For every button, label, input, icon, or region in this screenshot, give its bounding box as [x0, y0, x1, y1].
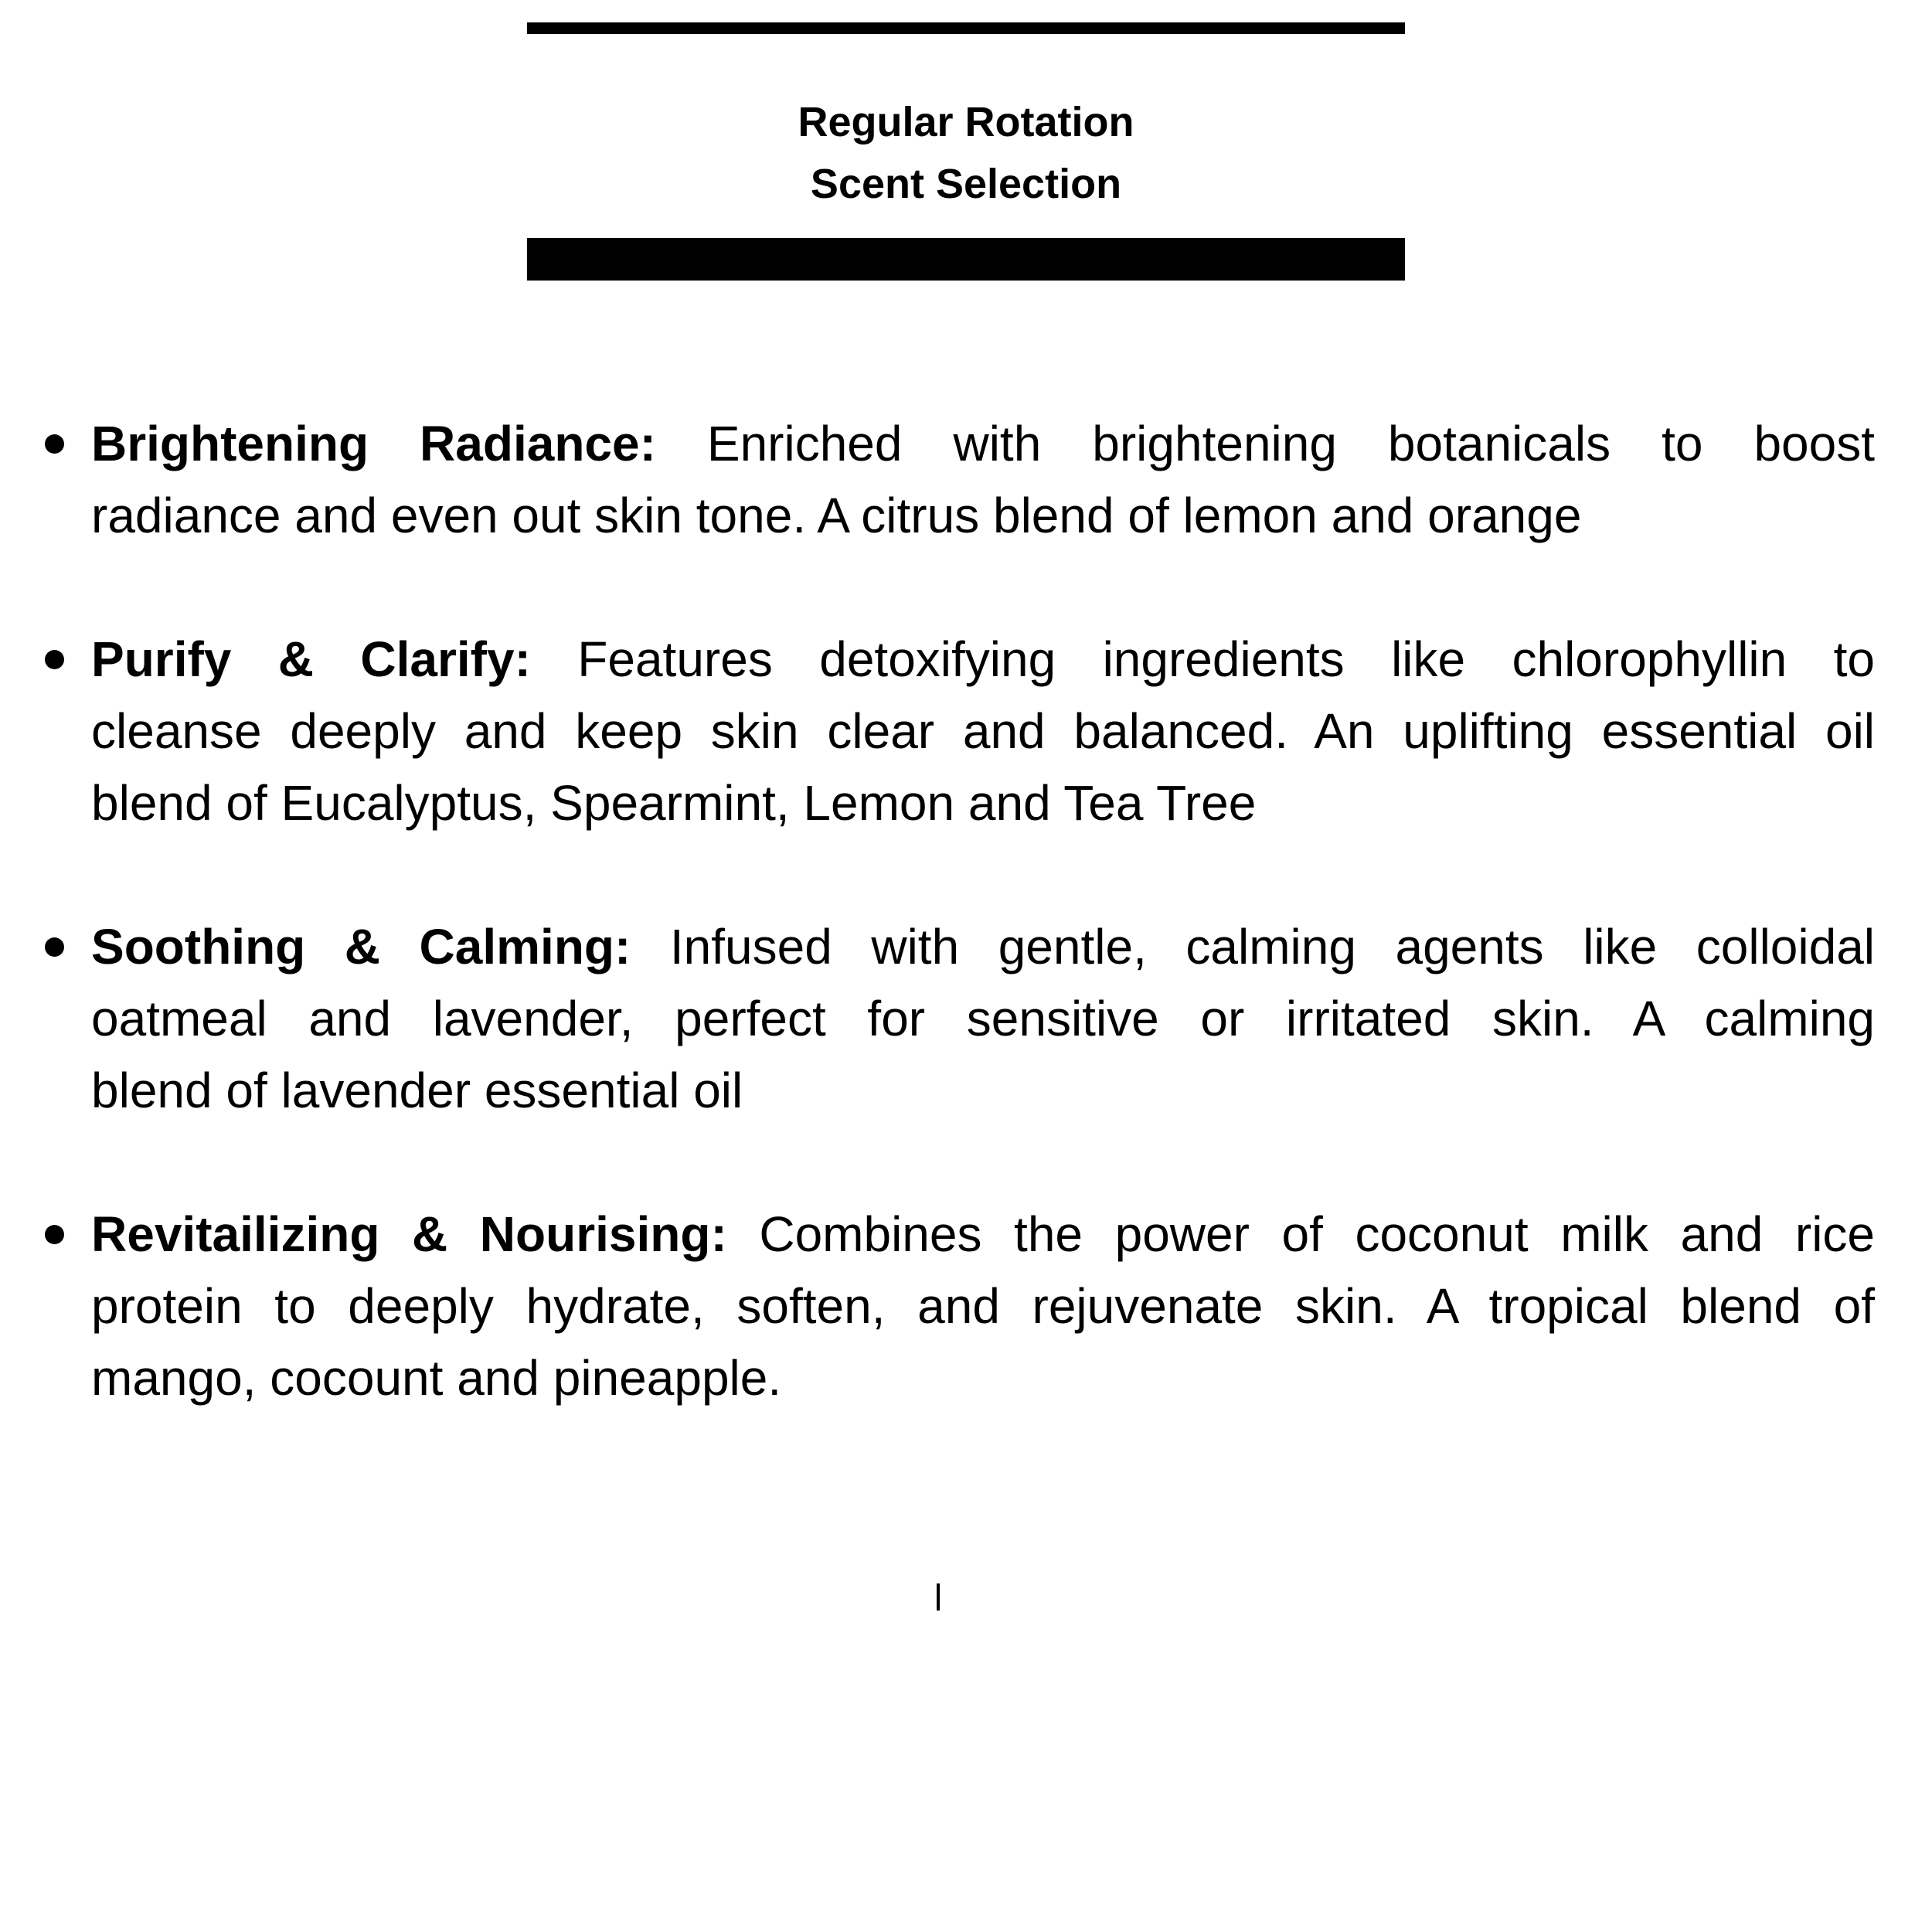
- scent-list: [0, 408, 1932, 1486]
- item-description: Features detoxifying ingredients like chlorophyllin to: [530, 631, 1875, 687]
- text-line: protein to deeply hydrate, soften, and rejuvenate skin. A tropical blend of: [91, 1278, 1875, 1334]
- text-line: radiance and even out skin tone. A citrus blend of lemon and orange: [91, 488, 1582, 543]
- text-line: [91, 624, 1875, 696]
- item-description: Infused with gentle, calming agents like colloidal: [631, 919, 1876, 975]
- list-item-purify-clarify: [0, 624, 1932, 839]
- item-term: Soothing & Calming:: [91, 919, 631, 975]
- list-item-brightening-radiance: [0, 408, 1932, 552]
- text-line: cleanse deeply and keep skin clear and balanced. An uplifting essential oil: [91, 703, 1875, 759]
- text-line: blend of lavender essential oil: [91, 1063, 743, 1118]
- title-line-2: Scent Selection: [810, 161, 1122, 207]
- text-line: [91, 1199, 1875, 1270]
- list-item-revitalizing-nourishing: [0, 1199, 1932, 1414]
- bullet-icon: [45, 937, 64, 957]
- text-cursor-icon: [937, 1583, 940, 1611]
- list-item-soothing-calming: [0, 911, 1932, 1127]
- item-term: Purify & Clarify:: [91, 631, 531, 687]
- list-item-text: [91, 1199, 1875, 1414]
- heading-bottom-rule: [527, 238, 1405, 281]
- list-item-text: [91, 624, 1875, 839]
- text-line: mango, cocount and pineapple.: [91, 1350, 782, 1406]
- text-line: oatmeal and lavender, perfect for sensitive or irritated skin. A calming: [91, 991, 1875, 1046]
- text-line: blend of Eucalyptus, Spearmint, Lemon and Tea Tree: [91, 775, 1257, 831]
- bullet-icon: [45, 1225, 64, 1244]
- title-line-1: Regular Rotation: [798, 99, 1134, 145]
- item-description: Combines the power of coconut milk and rice: [726, 1206, 1876, 1262]
- text-line: [91, 408, 1875, 480]
- list-item-text: [91, 911, 1875, 1127]
- item-term: Revitailizing & Nourising:: [91, 1206, 727, 1262]
- item-term: Brightening Radiance:: [91, 416, 656, 471]
- heading-top-rule: [527, 22, 1405, 34]
- page-title: [527, 91, 1405, 215]
- bullet-icon: [45, 434, 64, 454]
- item-description: Enriched with brightening botanicals to boost: [655, 416, 1876, 471]
- bullet-icon: [45, 650, 64, 669]
- text-line: [91, 911, 1875, 983]
- list-item-text: [91, 408, 1875, 552]
